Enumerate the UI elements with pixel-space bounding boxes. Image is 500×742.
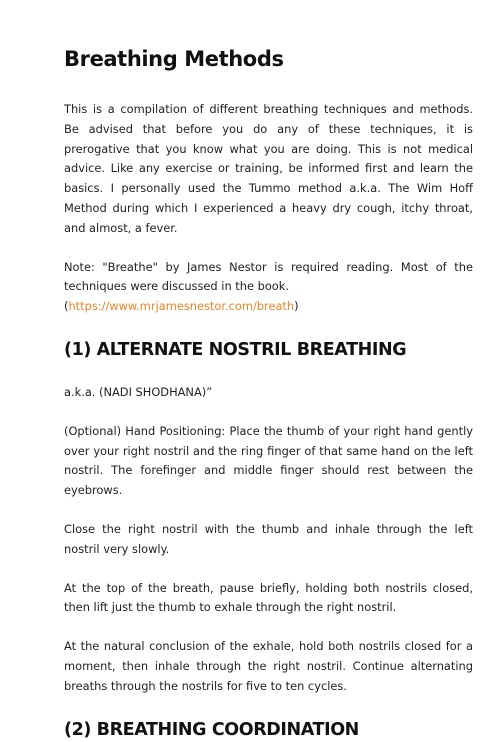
spacer — [64, 403, 473, 422]
section-1-paragraph-4: At the top of the breath, pause briefly, holding both nostrils closed, then lift just the thumb to exhale through the right nostril. — [64, 580, 473, 615]
spacer — [64, 317, 473, 338]
note-paragraph — [64, 258, 473, 317]
note-text: Note: "Breathe" by James Nestor is required reading. Most of the techniques were discussed in the book. — [64, 259, 473, 294]
spacer — [64, 362, 473, 383]
spacer — [64, 618, 473, 637]
link-open-paren: ( — [64, 299, 69, 314]
intro-text: This is a compilation of different breathing techniques and methods. Be advised that before you do any of these techniques, it is prerogative that you know what you are doing. This is not medical advice. Like any exercise or training, be informed first and learn the basics. I personally used the Tummo method a.k.a. The Wim Hoff Method during which I experienced a heavy dry cough, itchy throat, and almost, a fever. — [64, 102, 473, 235]
spacer — [64, 560, 473, 579]
section-1-paragraph-1: a.k.a. (NADI SHODHANA)” — [64, 384, 213, 399]
spacer — [64, 501, 473, 520]
page-title: Breathing Methods — [64, 47, 284, 71]
section-1-paragraph-5: At the natural conclusion of the exhale, hold both nostrils closed for a moment, then inhale through the right nostril. Continue alternating breaths through the nostrils for five to ten cycles. — [64, 639, 473, 693]
spacer — [64, 697, 473, 718]
link-close-paren: ) — [294, 299, 299, 314]
intro-paragraph — [64, 100, 473, 239]
section-heading-2: (2) BREATHING COORDINATION — [64, 719, 359, 740]
section-1-paragraph-3: Close the right nostril with the thumb and inhale through the left nostril very slowly. — [64, 521, 473, 556]
section-1-paragraph-2: (Optional) Hand Positioning: Place the thumb of your right hand gently over your right nostril and the ring finger of that same hand on the left nostril. The forefinger and middle finger should rest between the eyebrows. — [64, 423, 473, 498]
section-heading-1: (1) ALTERNATE NOSTRIL BREATHING — [64, 339, 407, 360]
spacer — [64, 239, 473, 258]
breath-link[interactable]: https://www.mrjamesnestor.com/breath — [68, 299, 295, 314]
document-page — [64, 44, 473, 742]
